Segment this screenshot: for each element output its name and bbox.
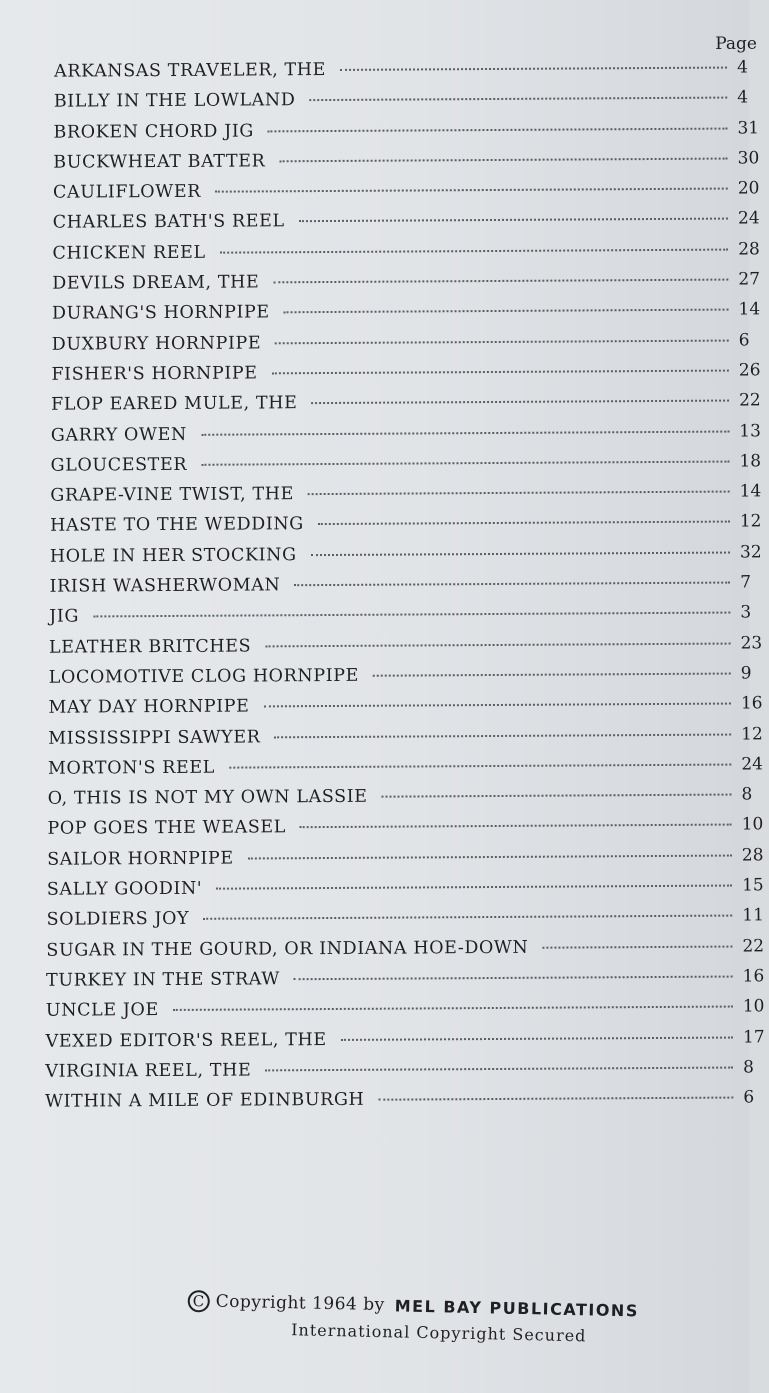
- toc-entry: [0, 117, 760, 153]
- toc-entry: [4, 693, 763, 729]
- dot-leader: [311, 400, 729, 405]
- dot-leader: [216, 885, 732, 890]
- dot-leader: [201, 430, 729, 435]
- toc-entry-title: DUXBURY HORNPIPE: [51, 333, 262, 355]
- toc-entry: [2, 360, 761, 395]
- toc-entry-title: SAILOR HORNPIPE: [47, 848, 234, 870]
- toc-entry-title: TURKEY IN THE STRAW: [46, 969, 280, 991]
- dot-leader: [229, 763, 731, 768]
- dot-leader: [373, 672, 731, 676]
- toc-entry: [6, 1087, 755, 1122]
- toc-entry-title: GLOUCESTER: [50, 454, 188, 476]
- toc-entry: [0, 57, 749, 92]
- toc-entry-page: 28: [741, 845, 764, 866]
- toc-entry-page: 4: [737, 87, 749, 108]
- copyright-text: Copyright 1964 by: [215, 1291, 385, 1316]
- dot-leader: [311, 551, 730, 556]
- dot-leader: [309, 97, 727, 102]
- toc-entry-page: 22: [742, 935, 765, 957]
- toc-entry-page: 18: [739, 451, 762, 472]
- toc-entry-page: 8: [741, 784, 753, 805]
- dot-leader: [263, 703, 730, 708]
- dot-leader: [248, 854, 732, 859]
- toc-entry-page: 13: [739, 420, 761, 442]
- dot-leader: [268, 127, 728, 132]
- dot-leader: [382, 794, 732, 798]
- toc-entry-page: 12: [739, 511, 762, 532]
- dot-leader: [201, 460, 729, 465]
- toc-entry: [6, 966, 765, 1001]
- dot-leader: [273, 279, 728, 284]
- toc-entry-page: 12: [741, 723, 763, 745]
- toc-entry: [5, 875, 764, 910]
- toc-entry-title: MAY DAY HORNPIPE: [48, 696, 250, 718]
- toc-entry-page: 6: [743, 1087, 755, 1108]
- dot-leader: [378, 1097, 733, 1101]
- dot-leader: [279, 157, 727, 162]
- dot-leader: [93, 612, 730, 618]
- toc-entry-page: 14: [738, 299, 761, 320]
- toc-entry-page: 24: [737, 208, 760, 229]
- toc-entry: [4, 785, 753, 820]
- toc-entry-title: LOCOMOTIVE CLOG HORNPIPE: [48, 665, 359, 688]
- toc-entry-title: POP GOES THE WEASEL: [47, 817, 287, 840]
- dot-leader: [318, 521, 730, 526]
- toc-entry: [2, 420, 761, 456]
- toc-entry: [6, 1026, 765, 1062]
- toc-entry-title: BILLY IN THE LOWLAND: [53, 90, 296, 112]
- toc-entry-title: HOLE IN HER STOCKING: [49, 544, 297, 567]
- dot-leader: [265, 642, 730, 647]
- toc-entry: [1, 299, 761, 335]
- toc-entry-page: 20: [737, 178, 760, 199]
- dot-leader: [203, 915, 732, 920]
- dot-leader: [272, 370, 729, 375]
- toc-entry-page: 28: [738, 239, 760, 260]
- toc-entry-page: 9: [740, 663, 752, 684]
- toc-entry: [1, 269, 761, 304]
- toc-entry-page: 26: [738, 360, 761, 381]
- toc-entry-title: CAULIFLOWER: [52, 181, 202, 203]
- toc-entry: [3, 572, 752, 607]
- toc-entry-page: 11: [742, 905, 764, 926]
- copyright-notice: [187, 1290, 728, 1348]
- toc-entry: [3, 511, 762, 547]
- toc-entry-page: 30: [737, 148, 760, 169]
- toc-entry: [4, 663, 753, 698]
- table-of-contents: [0, 57, 765, 1122]
- toc-entry: [4, 632, 763, 668]
- toc-entry: [1, 208, 760, 244]
- toc-entry-title: VEXED EDITOR'S REEL, THE: [45, 1029, 327, 1052]
- toc-entry: [5, 905, 764, 941]
- toc-entry-page: 10: [741, 814, 764, 835]
- toc-entry-page: 4: [736, 57, 748, 78]
- toc-entry-title: SALLY GOODIN': [46, 878, 203, 900]
- toc-entry: [5, 814, 764, 850]
- toc-entry-title: FLOP EARED MULE, THE: [51, 393, 298, 415]
- toc-entry-title: BROKEN CHORD JIG: [53, 121, 254, 143]
- toc-entry: [6, 996, 765, 1032]
- toc-entry-page: 8: [743, 1057, 755, 1078]
- toc-entry-title: O, THIS IS NOT MY OWN LASSIE: [47, 786, 368, 809]
- dot-leader: [220, 248, 728, 253]
- toc-entry: [2, 390, 761, 426]
- dot-leader: [542, 945, 732, 948]
- toc-entry-title: HASTE TO THE WEDDING: [50, 514, 304, 537]
- toc-entry: [4, 754, 764, 789]
- dot-leader: [215, 188, 728, 193]
- toc-entry: [5, 935, 765, 971]
- dot-leader: [299, 218, 728, 223]
- toc-entry: [1, 148, 760, 183]
- toc-entry-title: DEVILS DREAM, THE: [52, 272, 260, 294]
- toc-entry: [2, 330, 751, 365]
- toc-entry-page: 14: [739, 481, 762, 502]
- toc-entry-page: 32: [739, 542, 762, 563]
- toc-entry-page: 27: [738, 269, 761, 290]
- toc-entry: [6, 1057, 755, 1092]
- toc-entry-page: 15: [741, 875, 764, 896]
- toc-entry-title: CHARLES BATH'S REEL: [52, 211, 285, 234]
- dot-leader: [294, 582, 730, 587]
- toc-entry-page: 31: [737, 117, 760, 139]
- toc-entry: [3, 481, 762, 517]
- toc-entry-page: 16: [742, 966, 765, 987]
- toc-entry-title: VIRGINIA REEL, THE: [45, 1060, 252, 1082]
- toc-entry-title: WITHIN A MILE OF EDINBURGH: [44, 1089, 365, 1112]
- copyright-secured-notice: International Copyright Secured: [290, 1320, 587, 1346]
- toc-entry-page: 22: [739, 390, 761, 411]
- toc-entry: [4, 723, 763, 759]
- dot-leader: [294, 975, 733, 980]
- dot-leader: [340, 67, 727, 71]
- toc-entry-title: CHICKEN REEL: [52, 242, 206, 264]
- toc-entry-title: MISSISSIPPI SAWYER: [48, 726, 261, 749]
- toc-entry-page: 23: [740, 632, 763, 654]
- copyright-line: [188, 1290, 728, 1323]
- toc-entry: [1, 239, 760, 274]
- toc-entry-page: 17: [742, 1026, 765, 1047]
- dot-leader: [308, 491, 730, 496]
- toc-entry-page: 16: [740, 693, 763, 714]
- dot-leader: [300, 824, 732, 829]
- toc-entry-page: 10: [742, 996, 765, 1017]
- toc-entry-title: ARKANSAS TRAVELER, THE: [53, 60, 327, 82]
- toc-entry: [3, 542, 762, 577]
- dot-leader: [275, 339, 729, 344]
- toc-entry: [3, 603, 752, 638]
- toc-entry-page: 24: [741, 754, 764, 775]
- page-column-header: Page: [715, 34, 757, 54]
- dot-leader: [265, 1066, 733, 1071]
- toc-entry-title: UNCLE JOE: [45, 1000, 159, 1021]
- copyright-icon: C: [188, 1290, 210, 1312]
- toc-entry-title: FISHER'S HORNPIPE: [51, 363, 258, 385]
- toc-entry-title: IRISH WASHERWOMAN: [49, 575, 281, 597]
- toc-entry-title: LEATHER BRITCHES: [48, 636, 252, 658]
- toc-entry-title: GRAPE-VINE TWIST, THE: [50, 484, 295, 506]
- dot-leader: [274, 733, 731, 738]
- publisher-name: MEL BAY PUBLICATIONS: [394, 1295, 640, 1320]
- toc-entry: [1, 178, 760, 214]
- toc-entry-title: BUCKWHEAT BATTER: [53, 151, 266, 173]
- toc-entry-title: GARRY OWEN: [50, 424, 187, 446]
- toc-entry-title: DURANG'S HORNPIPE: [51, 302, 270, 325]
- dot-leader: [173, 1006, 733, 1011]
- toc-entry-title: SOLDIERS JOY: [46, 909, 190, 931]
- toc-entry-title: MORTON'S REEL: [47, 757, 215, 779]
- dot-leader: [284, 309, 729, 314]
- toc-entry-title: JIG: [49, 606, 80, 628]
- toc-entry-page: 3: [740, 602, 752, 623]
- dot-leader: [341, 1036, 733, 1040]
- toc-entry-title: SUGAR IN THE GOURD, OR INDIANA HOE-DOWN: [46, 937, 529, 961]
- toc-entry-page: 7: [740, 572, 752, 593]
- toc-entry: [2, 451, 762, 486]
- toc-entry: [0, 88, 749, 123]
- toc-entry: [5, 845, 764, 880]
- toc-entry-page: 6: [738, 330, 750, 351]
